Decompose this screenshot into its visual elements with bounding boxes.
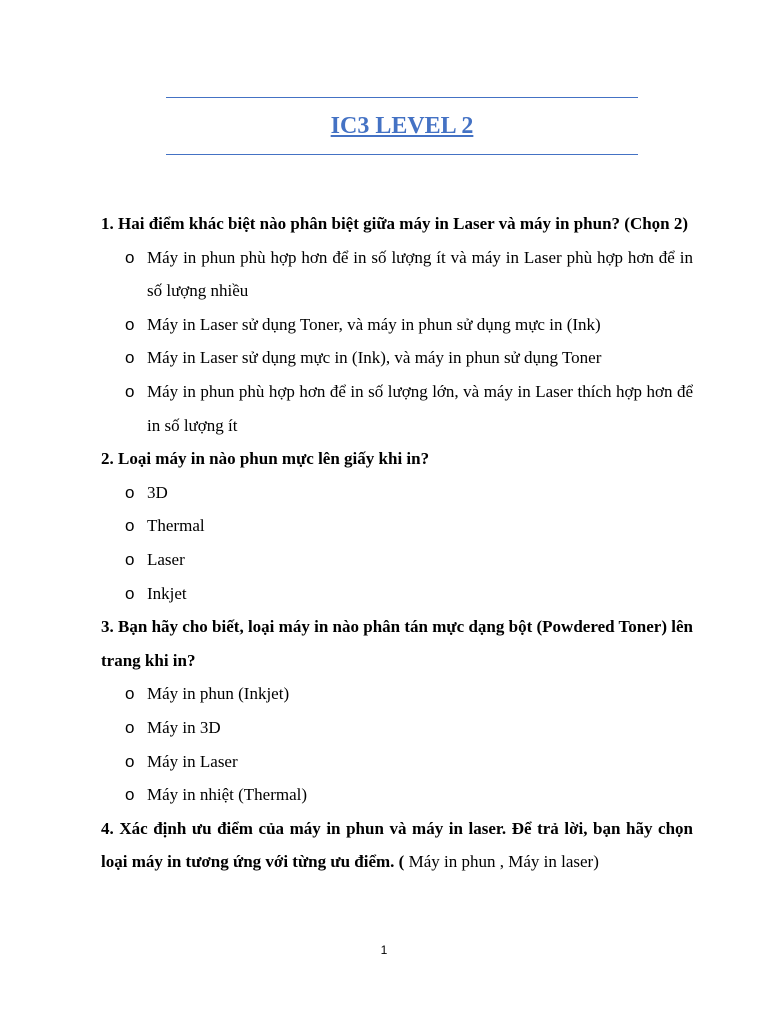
- question-4-text: 4. Xác định ưu điểm của máy in phun và máy in laser. Để trả lời, bạn hãy chọn loại máy in tương ứng với từng ưu điểm. (: [101, 818, 693, 872]
- question-3: 3. Bạn hãy cho biết, loại máy in nào phân tán mực dạng bột (Powdered Toner) lên trang khi in?: [101, 617, 693, 670]
- option-text: Máy in phun (Inkjet): [147, 684, 290, 704]
- page-number: 1: [380, 943, 388, 957]
- list-item: [101, 778, 693, 812]
- question-4: [101, 812, 693, 879]
- list-item: [101, 577, 693, 611]
- document-body: [101, 207, 693, 879]
- option-text: Máy in Laser: [147, 751, 238, 771]
- list-item: [101, 375, 693, 442]
- bullet-icon: o: [125, 247, 135, 267]
- bullet-icon: o: [125, 381, 135, 401]
- bullet-icon: o: [125, 751, 135, 771]
- list-item: [101, 543, 693, 577]
- list-item: [101, 476, 693, 510]
- option-text: Laser: [147, 549, 185, 569]
- option-text: Máy in nhiệt (Thermal): [147, 785, 308, 805]
- list-item: [101, 711, 693, 745]
- option-text: Máy in Laser sử dụng mực in (Ink), và máy in phun sử dụng Toner: [147, 348, 602, 368]
- bullet-icon: o: [125, 684, 135, 704]
- bullet-icon: o: [125, 348, 135, 368]
- list-item: [101, 241, 693, 308]
- bullet-icon: o: [125, 717, 135, 737]
- title-bottom-rule: [166, 154, 638, 155]
- question-1-options: [101, 241, 693, 443]
- option-text: Thermal: [147, 516, 205, 536]
- question-4-note: Máy in phun , Máy in laser): [404, 852, 599, 872]
- list-item: [101, 341, 693, 375]
- bullet-icon: o: [125, 583, 135, 603]
- bullet-icon: o: [125, 785, 135, 805]
- bullet-icon: o: [125, 482, 135, 502]
- list-item: [101, 745, 693, 779]
- option-text: Máy in Laser sử dụng Toner, và máy in phun sử dụng mực in (Ink): [147, 314, 601, 334]
- list-item: [101, 677, 693, 711]
- option-text: Máy in phun phù hợp hơn để in số lượng lớn, và máy in Laser thích hợp hơn để in số lượng ít: [147, 381, 693, 435]
- option-text: 3D: [147, 482, 168, 502]
- list-item: [101, 308, 693, 342]
- document-title: IC3 LEVEL 2: [330, 113, 474, 139]
- question-3-options: [101, 677, 693, 811]
- bullet-icon: o: [125, 516, 135, 536]
- question-1: 1. Hai điểm khác biệt nào phân biệt giữa máy in Laser và máy in phun? (Chọn 2): [101, 214, 689, 233]
- question-2: 2. Loại máy in nào phun mực lên giấy khi in?: [101, 449, 430, 469]
- title-top-rule: [166, 97, 638, 98]
- option-text: Máy in phun phù hợp hơn để in số lượng ít và máy in Laser phù hợp hơn để in số lượng nhiều: [147, 247, 693, 301]
- option-text: Inkjet: [147, 583, 187, 603]
- option-text: Máy in 3D: [147, 717, 221, 737]
- question-2-options: [101, 476, 693, 610]
- bullet-icon: o: [125, 549, 135, 569]
- list-item: [101, 509, 693, 543]
- bullet-icon: o: [125, 314, 135, 334]
